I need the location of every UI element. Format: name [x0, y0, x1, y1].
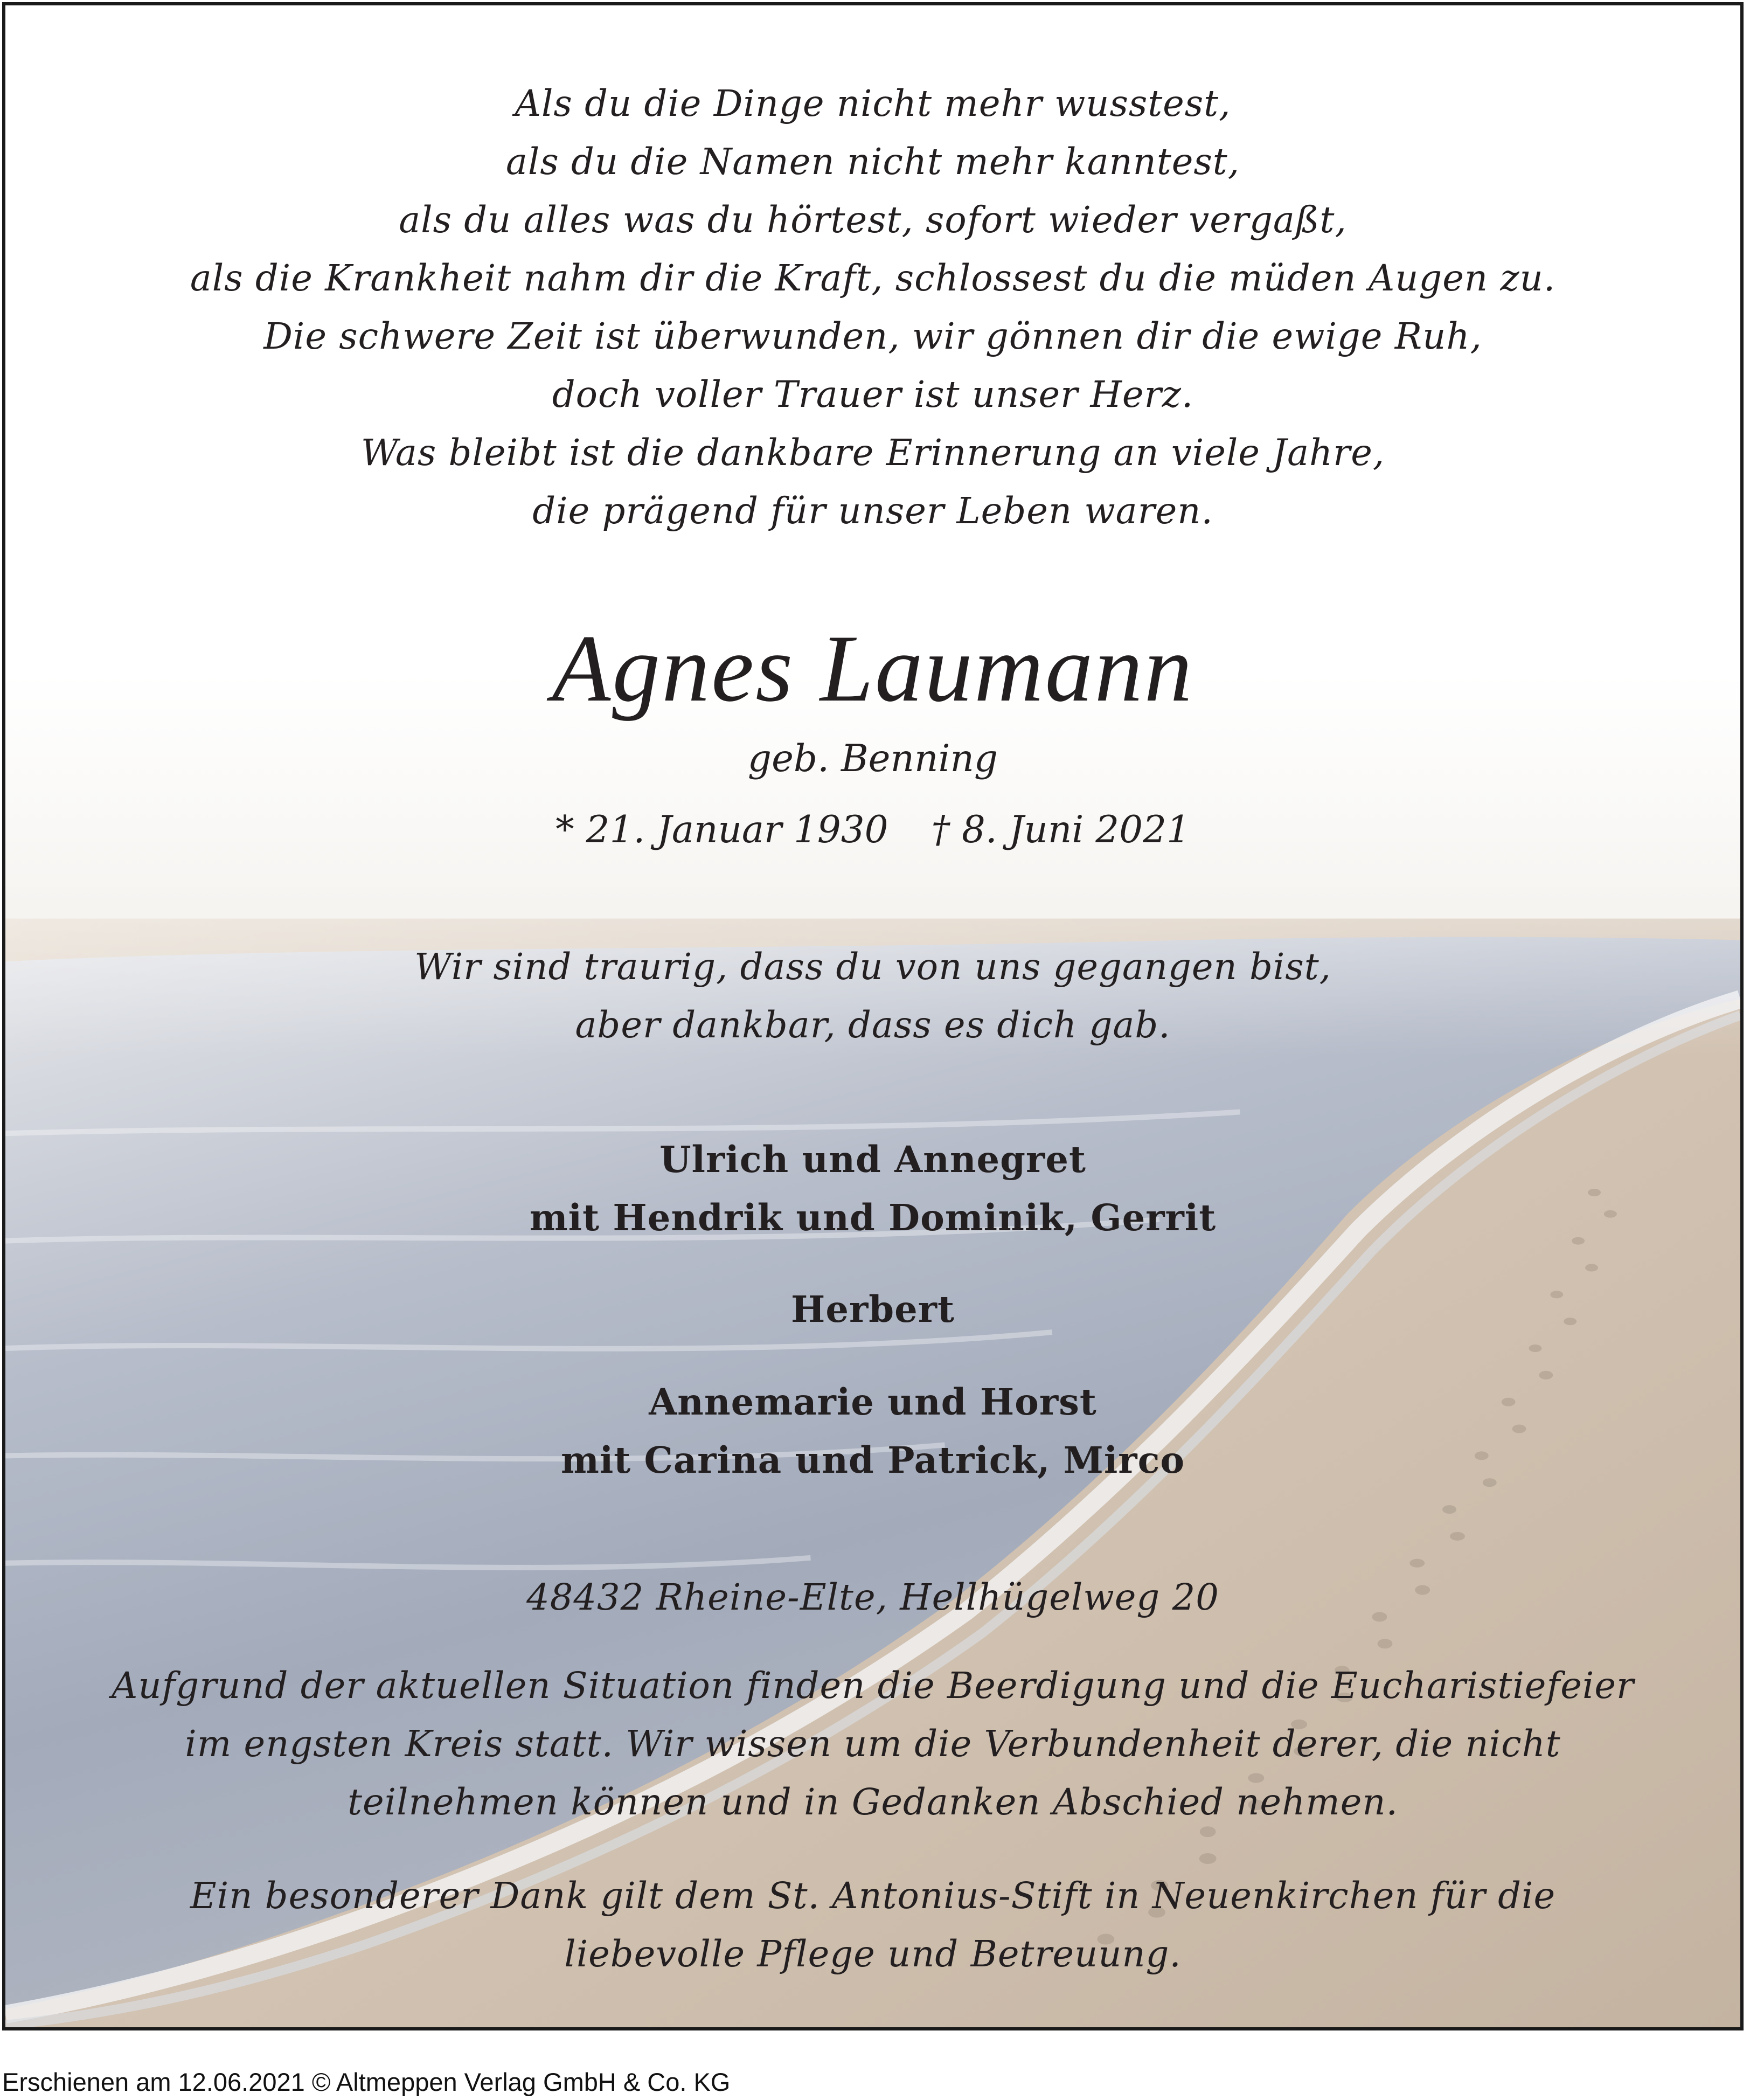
poem-line: die prägend für unser Leben waren. — [532, 490, 1213, 532]
poem-line: Die schwere Zeit ist überwunden, wir gönnen dir die ewige Ruh, — [263, 315, 1482, 357]
notice-content — [5, 5, 1740, 2027]
obituary-notice — [2, 2, 1744, 2030]
poem-line: als die Krankheit nahm dir die Kraft, schlossest du die müden Augen zu. — [190, 257, 1556, 299]
notice-line: teilnehmen können und in Gedanken Abschied nehmen. — [348, 1781, 1398, 1823]
thanks-line: Ein besonderer Dank gilt dem St. Antonius-Stift in Neuenkirchen für die — [190, 1875, 1556, 1917]
poem-line: als du die Namen nicht mehr kanntest, — [505, 141, 1240, 183]
deceased-name: Agnes Laumann — [552, 615, 1194, 722]
farewell-line: aber dankbar, dass es dich gab. — [575, 1004, 1171, 1046]
family-member: Annemarie und Horst — [649, 1381, 1097, 1423]
notice-line: Aufgrund der aktuellen Situation finden die Beerdigung und die Eucharistiefeier — [111, 1665, 1635, 1707]
poem-line: als du alles was du hörtest, sofort wieder vergaßt, — [399, 199, 1347, 241]
notice-line: im engsten Kreis statt. Wir wissen um die Verbundenheit derer, die nicht — [185, 1723, 1561, 1765]
family-member: mit Hendrik und Dominik, Gerrit — [529, 1196, 1217, 1239]
birth-date: * 21. Januar 1930 — [555, 808, 888, 851]
address: 48432 Rheine-Elte, Hellhügelweg 20 — [526, 1576, 1219, 1618]
maiden-name: geb. Benning — [747, 737, 998, 780]
family-member: Ulrich und Annegret — [659, 1138, 1086, 1181]
poem-line: doch voller Trauer ist unser Herz. — [552, 373, 1194, 415]
poem-line: Was bleibt ist die dankbare Erinnerung an viele Jahre, — [360, 432, 1385, 474]
family-member: Herbert — [791, 1288, 955, 1330]
death-date: † 8. Juni 2021 — [931, 808, 1190, 851]
life-dates — [5, 803, 1740, 857]
poem-line: Als du die Dinge nicht mehr wusstest, — [515, 82, 1231, 124]
publication-footer: Erschienen am 12.06.2021 © Altmeppen Verlag GmbH & Co. KG — [2, 2068, 731, 2096]
family-member: mit Carina und Patrick, Mirco — [560, 1439, 1185, 1481]
thanks-line: liebevolle Pflege und Betreuung. — [564, 1933, 1182, 1975]
farewell-line: Wir sind traurig, dass du von uns gegangen bist, — [414, 946, 1331, 988]
